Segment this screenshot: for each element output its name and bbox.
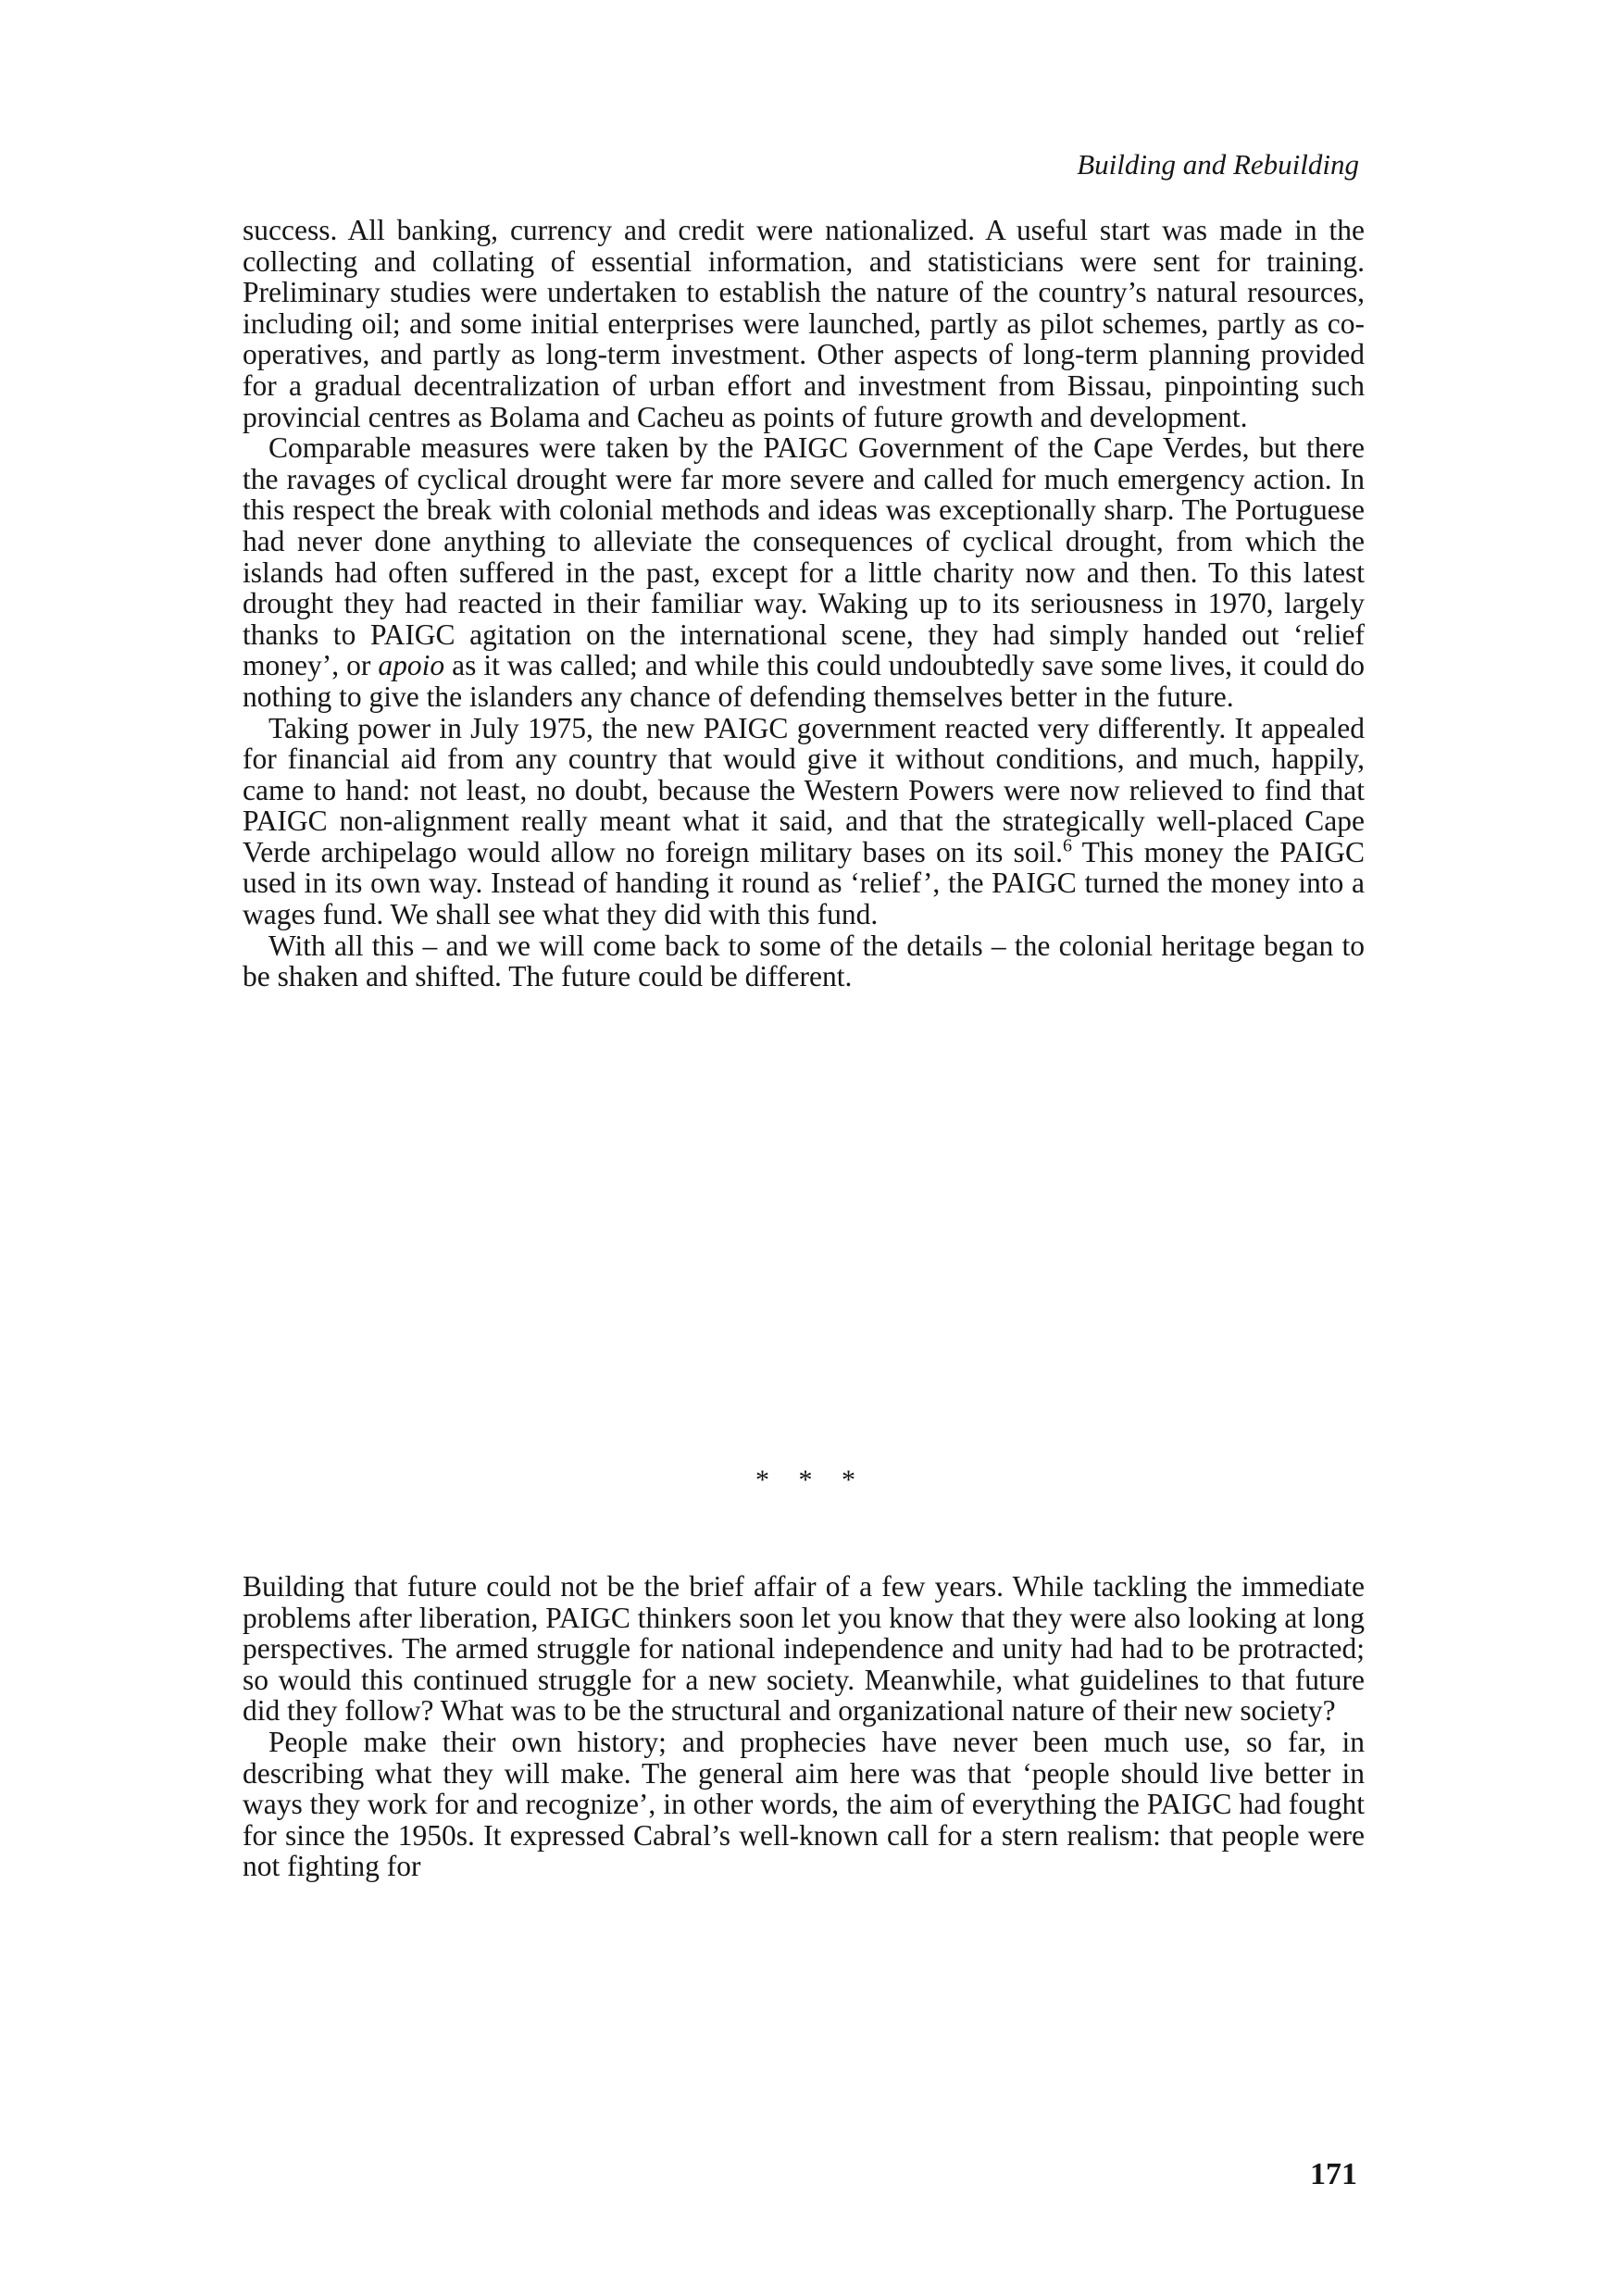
section-separator: * * * — [755, 1465, 867, 1495]
paragraph-2-text-a: Comparable measures were taken by the PAIGC Government of the Cape Verdes, but there the ravages of cyclical drought were far more severe and called for much emergency action. In this respect the break with colonial methods and ideas was exceptionally sharp. The Portuguese had never done anything to alleviate the consequences of cyclical drought, from which the islands had often suffered in the past, except for a little charity now and then. To this latest drought they had reacted in their familiar way. Waking up to its seriousness in 1970, largely thanks to PAIGC agitation on the international scene, they had simply handed out ‘relief money’, or — [243, 431, 1365, 682]
footnote-marker: 6 — [1063, 835, 1072, 856]
page-number: 171 — [1310, 2157, 1357, 2191]
paragraph-3-text-a: Taking power in July 1975, the new PAIGC government reacted very differently. It appealed for financial aid from any country that would give it without conditions, and much, happily, came to hand: not least, no doubt, because the Western Powers were now relieved to find that PAIGC non-alignment really meant what it said, and that the strategically well-placed Cape Verde archipelago would allow no foreign military bases on its soil. — [243, 711, 1365, 868]
paragraph-1: success. All banking, currency and credit were nationalized. A useful start was made in the collecting and collating of essential information, and statisticians were sent for training. Preliminary studies were undertaken to establish the nature of the country’s natural resources, including oil; and some initial enterprises were launched, partly as pilot schemes, partly as co-operatives, and partly as long-term investment. Other aspects of long-term planning provided for a gradual decentralization of urban effort and investment from Bissau, pinpointing such provincial centres as Bolama and Cacheu as points of future growth and development. — [243, 214, 1365, 433]
paragraph-3-text-b: This money the PAIGC used in its own way. Instead of handing it round as ‘relief’, the PAIGC turned the money into a wages fund. We shall see what they did with this fund. — [243, 835, 1365, 931]
paragraph-2-text-b: as it was called; and while this could undoubtedly save some lives, it could do nothing to give the islanders any chance of defending themselves better in the future. — [243, 649, 1365, 713]
paragraph-5: Building that future could not be the brief affair of a few years. While tackling the immediate problems after liberation, PAIGC thinkers soon let you know that they were also looking at long perspectives. The armed struggle for national independence and unity had had to be protracted; so would this continued struggle for a new society. Meanwhile, what guidelines to that future did they follow? What was to be the structural and organizational nature of their new society? — [243, 1570, 1365, 1728]
paragraph-4: With all this – and we will come back to some of the details – the colonial heritage began to be shaken and shifted. The future could be different. — [243, 929, 1365, 993]
paragraph-2 — [243, 432, 1365, 712]
running-head: Building and Rebuilding — [1077, 148, 1359, 181]
text-section-2 — [243, 1571, 1365, 1882]
paragraph-2-italic-term: apoio — [378, 649, 445, 682]
paragraph-3 — [243, 713, 1365, 930]
text-section-1 — [243, 215, 1365, 992]
paragraph-6: People make their own history; and prophecies have never been much use, so far, in describing what they will make. The general aim here was that ‘people should live better in ways they work for and recognize’, in other words, the aim of everything the PAIGC had fought for since the 1950s. It expressed Cabral’s well-known call for a stern realism: that people were not fighting for — [243, 1725, 1365, 1883]
